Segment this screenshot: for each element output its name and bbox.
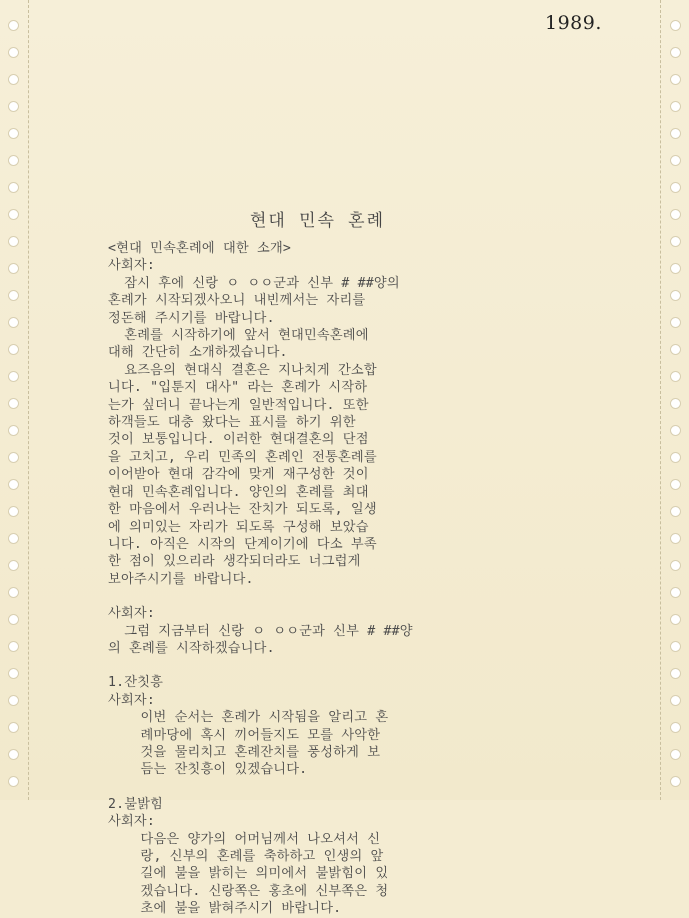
feed-hole (670, 506, 681, 517)
feed-hole (670, 560, 681, 571)
feed-hole (8, 155, 19, 166)
text-line: 사회자: (108, 258, 155, 274)
feed-hole (8, 74, 19, 85)
feed-hole (8, 20, 19, 31)
feed-hole (8, 101, 19, 112)
text-line: 하객들도 대충 왔다는 표시를 하기 위한 (108, 415, 356, 431)
text-line: 이번 순서는 혼례가 시작됨을 알리고 혼 (108, 710, 389, 726)
feed-hole (670, 182, 681, 193)
text-line: 것이 보통입니다. 이러한 현대결혼의 단점 (108, 432, 369, 448)
feed-hole (8, 398, 19, 409)
text-line: 의 혼례를 시작하겠습니다. (108, 640, 275, 656)
feed-hole (8, 452, 19, 463)
feed-hole (670, 776, 681, 787)
right-tractor-strip (660, 0, 689, 800)
feed-hole (670, 425, 681, 436)
text-line: 2.불밝힘 (108, 796, 164, 812)
feed-hole (8, 776, 19, 787)
feed-hole (670, 101, 681, 112)
paragraph-gap (108, 588, 528, 605)
feed-hole (670, 290, 681, 301)
feed-hole (8, 587, 19, 598)
feed-hole (8, 749, 19, 760)
feed-hole (670, 614, 681, 625)
text-line: 례마당에 혹시 끼어들지도 모를 사악한 (108, 727, 381, 743)
feed-hole (8, 209, 19, 220)
text-line: 한 점이 있으리라 생각되더라도 너그럽게 (108, 554, 361, 570)
feed-hole (670, 74, 681, 85)
feed-hole (670, 398, 681, 409)
text-line: 에 의미있는 자리가 되도록 구성해 보았습 (108, 519, 369, 535)
text-line: 대해 간단히 소개하겠습니다. (108, 345, 288, 361)
feed-hole (8, 668, 19, 679)
feed-hole (670, 695, 681, 706)
text-line: 1.잔칫흥 (108, 675, 164, 691)
document-title: 현대 민속 혼례 (250, 211, 386, 231)
feed-hole (8, 290, 19, 301)
feed-hole (670, 47, 681, 58)
text-line: 것을 물리치고 혼례잔치를 풍성하게 보 (108, 744, 381, 760)
feed-hole (670, 668, 681, 679)
feed-hole (8, 182, 19, 193)
text-line: 보아주시기를 바랍니다. (108, 571, 254, 587)
text-line: 초에 불을 밝혀주시기 바랍니다. (108, 901, 342, 917)
feed-hole (8, 128, 19, 139)
paragraph-gap (108, 779, 528, 796)
feed-hole (670, 452, 681, 463)
feed-hole (670, 479, 681, 490)
feed-hole (8, 371, 19, 382)
text-line: 정돈해 주시기를 바랍니다. (108, 310, 275, 326)
feed-hole (670, 128, 681, 139)
text-line: 현대 민속혼례입니다. 양인의 혼례를 최대 (108, 484, 369, 500)
paragraph-gap (108, 657, 528, 674)
text-line: 니다. 아직은 시작의 단계이기에 다소 부족 (108, 536, 377, 552)
text-line: 랑, 신부의 혼례를 축하하고 인생의 앞 (108, 849, 384, 864)
text-line: 길에 불을 밝히는 의미에서 불밝힘이 있 (108, 866, 389, 882)
text-line: 한 마음에서 우러나는 잔치가 되도록, 일생 (108, 502, 377, 518)
text-line: 듬는 잔칫흥이 있겠습니다. (108, 762, 308, 778)
feed-hole (670, 533, 681, 544)
document-body (108, 240, 528, 918)
feed-hole (8, 695, 19, 706)
text-line: 사회자: (108, 606, 155, 622)
text-line: 다음은 양가의 어머님께서 나오셔서 신 (108, 831, 381, 847)
feed-hole (8, 533, 19, 544)
text-line: 사회자: (108, 814, 155, 830)
text-line: 잠시 후에 신랑 ㅇ ㅇㅇ군과 신부 # ##양의 (108, 275, 400, 291)
year-annotation: 1989. (545, 12, 602, 34)
feed-hole (8, 425, 19, 436)
feed-hole (670, 263, 681, 274)
feed-hole (8, 47, 19, 58)
text-line: 겠습니다. 신랑쪽은 홍초에 신부쪽은 청 (108, 883, 389, 899)
feed-hole (8, 506, 19, 517)
text-line: 을 고치고, 우리 민족의 혼례인 전통혼례를 (108, 449, 377, 465)
feed-hole (8, 317, 19, 328)
feed-hole (670, 317, 681, 328)
feed-hole (670, 20, 681, 31)
text-line: 이어받아 현대 감각에 맞게 재구성한 것이 (108, 467, 369, 483)
feed-hole (670, 749, 681, 760)
left-tractor-strip (0, 0, 29, 800)
text-line: 는가 싶더니 끝나는게 일반적입니다. 또한 (108, 397, 369, 413)
text-line: 혼례가 시작되겠사오니 내빈께서는 자리를 (108, 293, 366, 309)
feed-hole (8, 614, 19, 625)
text-line: <현대 민속혼례에 대한 소개> (108, 241, 292, 256)
text-line: 사회자: (108, 692, 155, 708)
text-line: 요즈음의 현대식 결혼은 지나치게 간소합 (108, 362, 377, 378)
text-line: 니다. "입툰지 대사" 라는 혼례가 시작하 (108, 380, 368, 396)
feed-hole (8, 344, 19, 355)
feed-hole (8, 560, 19, 571)
text-line: 혼례를 시작하기에 앞서 현대민속혼례에 (108, 328, 369, 344)
feed-hole (670, 371, 681, 382)
feed-hole (8, 722, 19, 733)
feed-hole (670, 722, 681, 733)
feed-hole (8, 641, 19, 652)
feed-hole (670, 209, 681, 220)
feed-hole (670, 155, 681, 166)
text-line: 그럼 지금부터 신랑 ㅇ ㅇㅇ군과 신부 # ##양 (108, 623, 413, 639)
feed-hole (8, 236, 19, 247)
feed-hole (670, 641, 681, 652)
feed-hole (670, 587, 681, 598)
feed-hole (670, 344, 681, 355)
feed-hole (8, 263, 19, 274)
feed-hole (670, 236, 681, 247)
feed-hole (8, 479, 19, 490)
